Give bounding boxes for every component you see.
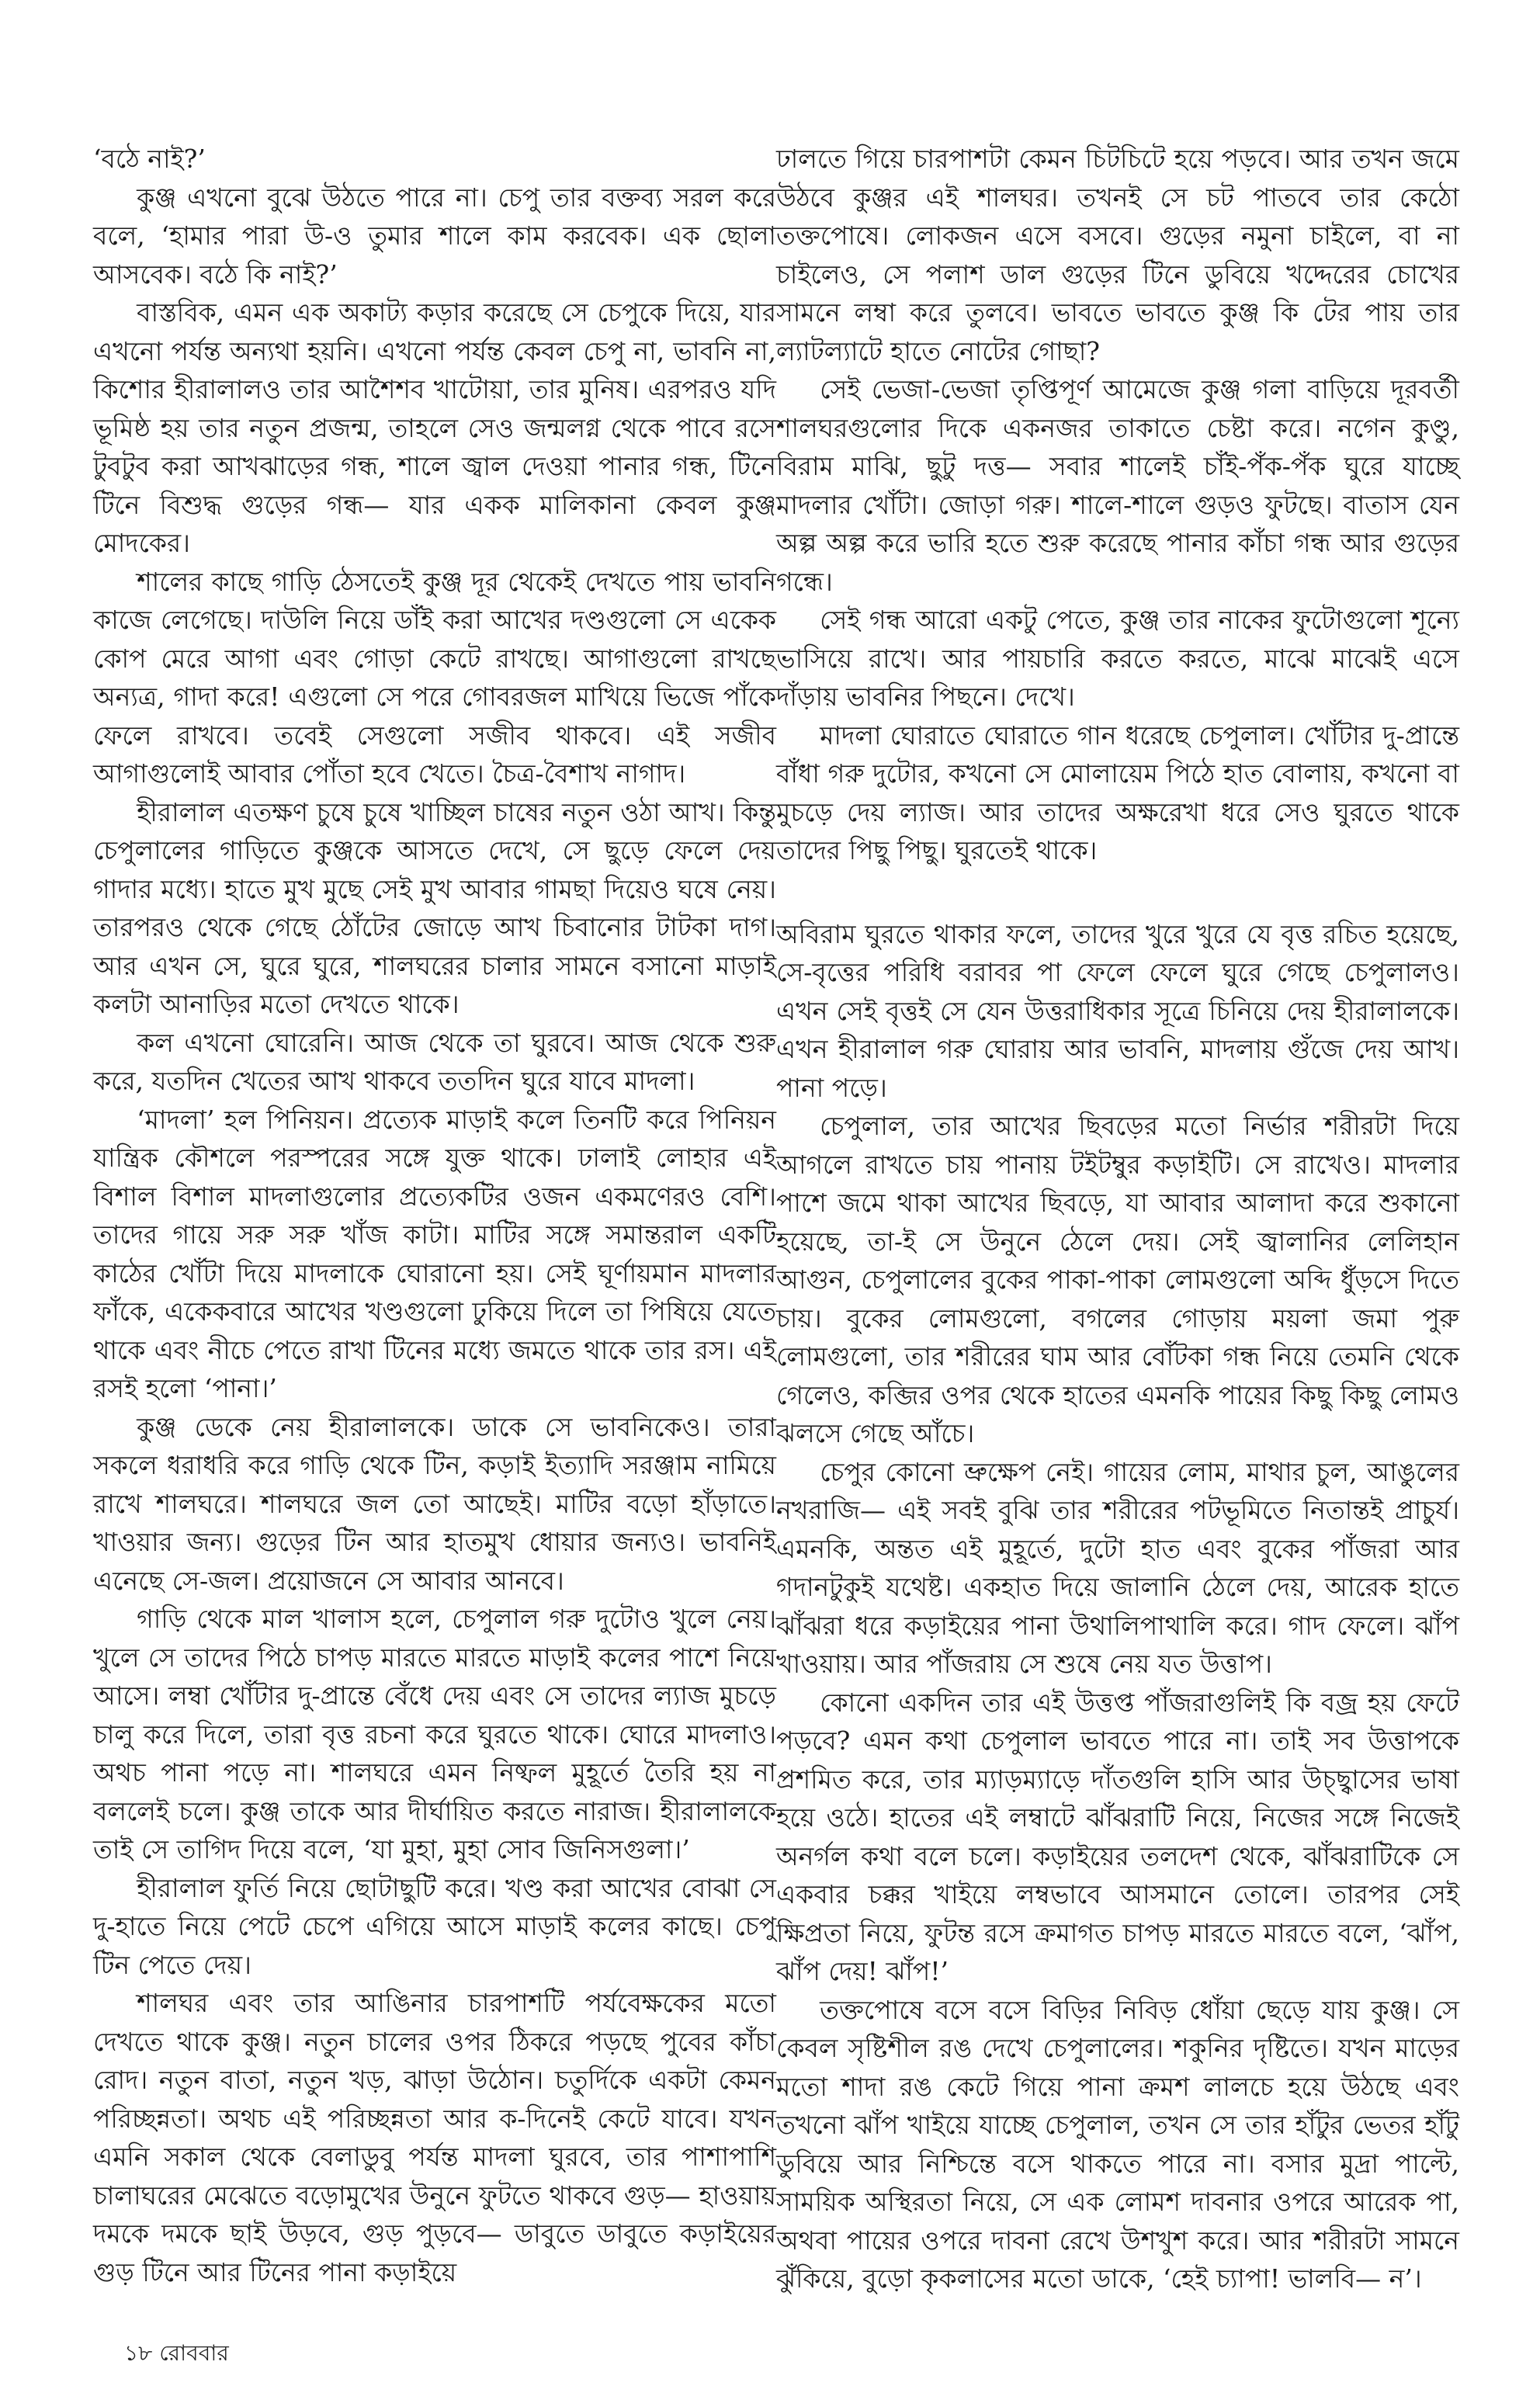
page-folio: ১৮ রোববার (124, 2340, 229, 2366)
paragraph: শালঘর এবং তার আঙিনার চারপাশটি পর্যবেক্ষকের মতো দেখতে থাকে কুঞ্জ। নতুন চালের ওপর ঠিকরে পড়ছে পুবের কাঁচা রোদ। নতুন বাতা, নতুন খড়, ঝাড়া উঠোন। চতুর্দিকে একটা কেমন পরিচ্ছন্নতা। অথচ এই পরিচ্ছন্নতা আর ক-দিনেই কেটে যাবে। যখন এমনি সকাল থেকে বেলাডুবু পর্যন্ত মাদলা ঘুরবে, তার পাশাপাশি চালাঘরের মেঝেতে বড়োমুখের উনুনে ফুটতে থাকবে গুড়— হাওয়ায় দমকে দমকে ছাই উড়বে, গুড় পুড়বে— ডাবুতে ডাবুতে কড়াইয়ের গুড় টিনে আর টিনের পানা কড়াইয়ে (93, 1988, 776, 2287)
paragraph: ‘বঠে নাই?’ (93, 144, 206, 174)
paragraph: কুঞ্জ এখনো বুঝে উঠতে পারে না। চেপু তার বক্তব্য সরল করে বলে, ‘হামার পারা উ-ও তুমার শালে কাম করবেক। এক ছোলা আসবেক। বঠে কি নাই?’ (93, 182, 776, 290)
paragraph: হীরালাল ফুর্তি নিয়ে ছোটাছুটি করে। খণ্ড করা আখের বোঝা সে দু-হাতে নিয়ে পেটে চেপে এগিয়ে আসে মাড়াই কলের কাছে। চেপু টিন পেতে দেয়। (93, 1872, 776, 1980)
paragraph: অবিরাম ঘুরতে থাকার ফলে, তাদের খুরে খুরে যে বৃত্ত রচিত হয়েছে, সে-বৃত্তের পরিধি বরাবর পা ফেলে ফেলে ঘুরে গেছে চেপুলালও। এখন সেই বৃত্তই সে যেন উত্তরাধিকার সূত্রে চিনিয়ে দেয় হীরালালকে। এখন হীরালাল গরু ঘোরায় আর ভাবনি, মাদলায় গুঁজে দেয় আখ। পানা পড়ে। (776, 918, 1459, 1103)
paragraph: ‘মাদলা’ হল পিনিয়ন। প্রত্যেক মাড়াই কলে তিনটি করে পিনিয়ন যান্ত্রিক কৌশলে পরস্পরের সঙ্গে যুক্ত থাকে। ঢালাই লোহার এই বিশাল বিশাল মাদলাগুলোর প্রত্যেকটির ওজন একমণেরও বেশি। তাদের গায়ে সরু সরু খাঁজ কাটা। মাটির সঙ্গে সমান্তরাল একটি কাঠের খোঁটা দিয়ে মাদলাকে ঘোরানো হয়। সেই ঘূর্ণায়মান মাদলার ফাঁকে, একেকবারে আখের খণ্ডগুলো ঢুকিয়ে দিলে তা পিষিয়ে যেতে থাকে এবং নীচে পেতে রাখা টিনের মধ্যে জমতে থাকে তার রস। এই রসই হলো ‘পানা।’ (93, 1104, 776, 1403)
paragraph: কোনো একদিন তার এই উত্তপ্ত পাঁজরাগুলিই কি বজ্র হয় ফেটে পড়বে? এমন কথা চেপুলাল ভাবতে পারে না। তাই সব উত্তাপকে প্রশমিত করে, তার ম্যাড়ম্যাড়ে দাঁতগুলি হাসি আর উচ্ছ্বাসের ভাষা হয়ে ওঠে। হাতের এই লম্বাটে ঝাঁঝরাটি নিয়ে, নিজের সঙ্গে নিজেই অনর্গল কথা বলে চলে। কড়াইয়ের তলদেশ থেকে, ঝাঁঝরাটিকে সে একবার চক্কর খাইয়ে লম্বভাবে আসমানে তোলে। তারপর সেই ক্ষিপ্রতা নিয়ে, ফুটন্ত রসে ক্রমাগত চাপড় মারতে মারতে বলে, ‘ঝাঁপ, ঝাঁপ দেয়! ঝাঁপ!’ (776, 1687, 1459, 1986)
paragraph: মাদলা ঘোরাতে ঘোরাতে গান ধরেছে চেপুলাল। খোঁটার দু-প্রান্তে বাঁধা গরু দুটোর, কখনো সে মোলায়েম পিঠে হাত বোলায়, কখনো বা মুচড়ে দেয় ল্যাজ। আর তাদের অক্ষরেখা ধরে সেও ঘুরতে থাকে তাদের পিছু পিছু। ঘুরতেই থাকে। (776, 720, 1459, 865)
paragraph: শালের কাছে গাড়ি ঠেসতেই কুঞ্জ দূর থেকেই দেখতে পায় ভাবনি কাজে লেগেছে। দাউলি নিয়ে ডাঁই করা আখের দণ্ডগুলো সে একেক কোপ মেরে আগা এবং গোড়া কেটে রাখছে। আগাগুলো রাখছে অন্যত্র, গাদা করে! এগুলো সে পরে গোবরজল মাখিয়ে ভিজে পাঁকে ফেলে রাখবে। তবেই সেগুলো সজীব থাকবে। এই সজীব আগাগুলোই আবার পোঁতা হবে খেতে। চৈত্র-বৈশাখ নাগাদ। (93, 566, 776, 789)
paragraph: গাড়ি থেকে মাল খালাস হলে, চেপুলাল গরু দুটোও খুলে নেয়। খুলে সে তাদের পিঠে চাপড় মারতে মারতে মাড়াই কলের পাশে নিয়ে আসে। লম্বা খোঁটার দু-প্রান্তে বেঁধে দেয় এবং সে তাদের ল্যাজ মুচড়ে চালু করে দিলে, তারা বৃত্ত রচনা করে ঘুরতে থাকে। ঘোরে মাদলাও। অথচ পানা পড়ে না। শালঘরে এমন নিষ্ফল মুহূর্তে তৈরি হয় না বললেই চলে। কুঞ্জ তাকে আর দীর্ঘায়িত করতে নারাজ। হীরালালকে তাই সে তাগিদ দিয়ে বলে, ‘যা মুহা, মুহা সোব জিনিসগুলা।’ (93, 1604, 776, 1864)
paragraph: চেপুর কোনো ভ্রুক্ষেপ নেই। গায়ের লোম, মাথার চুল, আঙুলের নখরাজি— এই সবই বুঝি তার শরীরের পটভূমিতে নিতান্তই প্রাচুর্য। এমনকি, অন্তত এই মুহূর্তে, দুটো হাত এবং বুকের পাঁজরা আর গদানটুকুই যথেষ্ট। একহাত দিয়ে জালানি ঠেলে দেয়, আরেক হাতে ঝাঁঝরা ধরে কড়াইয়ের পানা উথালিপাথালি করে। গাদ ফেলে। ঝাঁপ খাওয়ায়। আর পাঁজরায় সে শুষে নেয় যত উত্তাপ। (776, 1456, 1459, 1679)
paragraph: চেপুলাল, তার আখের ছিবড়ের মতো নির্ভার শরীরটা দিয়ে আগলে রাখতে চায় পানায় টইটম্বুর কড়াইটি। সে রাখেও। মাদলার পাশে জমে থাকা আখের ছিবড়ে, যা আবার আলাদা করে শুকানো হয়েছে, তা-ই সে উনুনে ঠেলে দেয়। সেই জ্বালানির লেলিহান আগুন, চেপুলালের বুকের পাকা-পাকা লোমগুলো অব্দি ধুঁড়সে দিতে চায়। বুকের লোমগুলো, বগলের গোড়ায় ময়লা জমা পুরু লোমগুলো, তার শরীরের ঘাম আর বোঁটকা গন্ধ নিয়ে তেমনি থেকে গেলেও, কব্জির ওপর থেকে হাতের এমনকি পায়ের কিছু কিছু লোমও ঝলসে গেছে আঁচে। (776, 1111, 1459, 1448)
right-text-column (776, 140, 1459, 2298)
paragraph: কুঞ্জ ডেকে নেয় হীরালালকে। ডাকে সে ভাবনিকেও। তারা সকলে ধরাধরি করে গাড়ি থেকে টিন, কড়াই ইত্যাদি সরঞ্জাম নামিয়ে রাখে শালঘরে। শালঘরে জল তো আছেই। মাটির বড়ো হাঁড়াতে। খাওয়ার জন্য। গুড়ের টিন আর হাতমুখ ধোয়ার জন্যও। ভাবনিই এনেছে সে-জল। প্রয়োজনে সে আবার আনবে। (93, 1411, 776, 1596)
paragraph: হীরালাল এতক্ষণ চুষে চুষে খাচ্ছিল চাষের নতুন ওঠা আখ। কিন্তু চেপুলালের গাড়িতে কুঞ্জকে আসতে দেখে, সে ছুড়ে ফেলে দেয় গাদার মধ্যে। হাতে মুখ মুছে সেই মুখ আবার গামছা দিয়েও ঘষে নেয়। তারপরও থেকে গেছে ঠোঁটের জোড়ে আখ চিবানোর টাটকা দাগ। আর এখন সে, ঘুরে ঘুরে, শালঘরের চালার সামনে বসানো মাড়াই কলটা আনাড়ির মতো দেখতে থাকে। (93, 796, 776, 1019)
paragraph: ঢালতে গিয়ে চারপাশটা কেমন চিটচিটে হয়ে পড়বে। আর তখন জমে উঠবে কুঞ্জর এই শালঘর। তখনই সে চট পাতবে তার কেঠো তক্তপোষে। লোকজন এসে বসবে। গুড়ের নমুনা চাইলে, বা না চাইলেও, সে পলাশ ডাল গুড়ের টিনে ডুবিয়ে খদ্দেরের চোখের সামনে লম্বা করে তুলবে। ভাবতে ভাবতে কুঞ্জ কি টের পায় তার ল্যাটল্যাটে হাতে নোটের গোছা? (776, 144, 1459, 366)
paragraph: সেই গন্ধ আরো একটু পেতে, কুঞ্জ তার নাকের ফুটোগুলো শূন্যে ভাসিয়ে রাখে। আর পায়চারি করতে করতে, মাঝে মাঝেই এসে দাঁড়ায় ভাবনির পিছনে। দেখে। (776, 605, 1459, 712)
paragraph: বাস্তবিক, এমন এক অকাট্য কড়ার করেছে সে চেপুকে দিয়ে, যার এখনো পর্যন্ত অন্যথা হয়নি। এখনো পর্যন্ত কেবল চেপু না, ভাবনি না, কিশোর হীরালালও তার আশৈশব খাটোয়া, তার মুনিষ। এরপরও যদি ভূমিষ্ঠ হয় তার নতুন প্রজন্ম, তাহলে সেও জন্মলগ্ন থেকে পাবে রসে টুবটুব করা আখঝাড়ের গন্ধ, শালে জ্বাল দেওয়া পানার গন্ধ, টিনে টিনে বিশুদ্ধ গুড়ের গন্ধ— যার একক মালিকানা কেবল কুঞ্জ মোদকের। (93, 297, 776, 558)
paragraph: কল এখনো ঘোরেনি। আজ থেকে তা ঘুরবে। আজ থেকে শুরু করে, যতদিন খেতের আখ থাকবে ততদিন ঘুরে যাবে মাদলা। (93, 1027, 776, 1096)
paragraph: তক্তপোষে বসে বসে বিড়ির নিবিড় ধোঁয়া ছেড়ে যায় কুঞ্জ। সে কেবল সৃষ্টিশীল রঙ দেখে চেপুলালের। শকুনির দৃষ্টিতে। যখন মাড়ের মতো শাদা রঙ কেটে গিয়ে পানা ক্রমশ লালচে হয়ে উঠছে এবং তখনো ঝাঁপ খাইয়ে যাচ্ছে চেপুলাল, তখন সে তার হাঁটুর ভেতর হাঁটু ডুবিয়ে আর নিশ্চিন্তে বসে থাকতে পারে না। বসার মুদ্রা পাল্টে, সাময়িক অস্থিরতা নিয়ে, সে এক লোমশ দাবনার ওপরে আরেক পা, অথবা পায়ের ওপরে দাবনা রেখে উশখুশ করে। আর শরীরটা সামনে ঝুঁকিয়ে, বুড়ো কৃকলাসের মতো ডাকে, ‘হেই চ্যাপা! ভালবি— ন’। (776, 1994, 1459, 2294)
left-text-column (93, 140, 776, 2291)
paragraph: সেই ভেজা-ভেজা তৃপ্তিপূর্ণ আমেজে কুঞ্জ গলা বাড়িয়ে দূরবর্তী শালঘরগুলোর দিকে একনজর তাকাতে চেষ্টা করে। নগেন কুণ্ডু, বিরাম মাঝি, ছুটু দত্ত— সবার শালেই চাঁই-পঁক-পঁক ঘুরে যাচ্ছে মাদলার খোঁটা। জোড়া গরু। শালে-শালে গুড়ও ফুটছে। বাতাস যেন অল্প অল্প করে ভারি হতে শুরু করেছে পানার কাঁচা গন্ধ আর গুড়ের গন্ধে। (776, 374, 1459, 597)
